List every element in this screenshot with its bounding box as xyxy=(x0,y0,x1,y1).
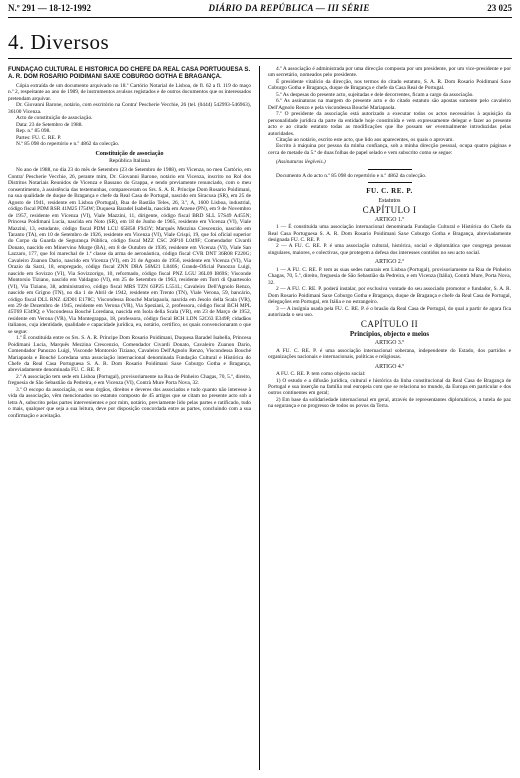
paragraph: Dr. Giovanni Barone, notário, com escritório na Contra' Pescherie Vecchie, 26 (tel. (0444) 542993-546963), 36100 Vicenza. xyxy=(8,102,251,115)
section-title: 4. Diversos xyxy=(8,30,110,54)
paragraph: 2 — A FU. C. RE. P. poderá instalar, por exclusiva vontade do seu associado promotor e fundador, S. A. R. Dom Rosario Poidimani Saxe Coburgo Gotha e Bragança, duque de Bragança e chefe da Real Casa de Portugal, delegações em Portugal, em Itália e no estrangeiro. xyxy=(268,286,511,306)
paragraph: 1 — É constituída uma associação internacional denominada Fundação Cultural e Histórica do Chefe da Real Casa Portuguesa S. A. R. Dom Rosario Poidimani Saxe Coburgo Gotha e Bragança, abreviadamente designada FU. C. RE. P. xyxy=(268,224,511,243)
paragraph: 6.º As assinaturas na margem do presente acto e do citado estatuto são apostas somente pelo cavaleiro Dell'Agnolo Renzo e pela viscondessa Bouché Mariapaola. xyxy=(268,98,511,111)
page-header xyxy=(8,3,512,17)
paragraph: 4.º A associação é administrada por uma direcção composta por um presidente, por um vice-presidente e por um secretário, nomeados pelo presidente. xyxy=(268,66,511,79)
article-heading: ARTIGO 2.º xyxy=(374,259,405,266)
paragraph: 1 — A FU. C. RE. P. tem as suas sedes naturais em Lisboa (Portugal), provisoriamente na Rua de Pinheiro Chagas, 70, 5.º, direito, freguesia de São Sebastião da Pedreira, e em Vicenza (Itália), Contrà Mure, Porta Nova, 32. xyxy=(268,266,511,286)
chapter-subtitle: Princípios, objecto e meios xyxy=(349,329,430,338)
paragraph: 3 — A insígnia usada pela FU. C. RE. P. é o brasão da Real Casa de Portugal, do qual a partir de agora fica autorizada o seu uso. xyxy=(268,305,511,318)
statutes-org-title: FU. C. RE. P. xyxy=(366,187,413,196)
paragraph: Escrito à máquina por pessoa da minha confiança, sob a minha direcção pessoal, ocupa quatro páginas e cerca de metade da 5.ª de duas folhas de papel selado e vem subscrito como se segue: xyxy=(268,143,511,156)
paragraph: No ano de 1988, no dia 23 do mês de Setembro (23 de Setembro de 1988), em Vicenza, no meu Cartório, em Contra' Pescherie Vecchie, 26, perante mim, Dr. Giovanni Barone, notário em Vicenza, inscrito no Rol dos Distritos Notariais Reunidos de Vicenza e Bassano do Grappa, e tendo previamente renunciado, com o meu consentimento, à assistência das testemunhas, compareceram os Srs. S. A. R. Príncipe Dom Rosario Poidimani, na sua qualidade de duque de Bragança e chefe da Real Casa de Portugal, nascido em Siracusa (SR), em 25 de Agosto de 1941, residente em Lisboa (Portugal), Rua de Bastião Teles, 26, 3.º, A, 1600 Lisboa, industrial, código fiscal PDM RSR 41M25 I754W; Duquesa Baradel Isabella, nascida em Arzene (PN), em 9 de Novembro de 1957, residente em Vicenza (VI), Viale Mazzini, 11, dirigente, código fiscal BRD SLL 57S49 A455N; Princesa Poidimani Lucia, nascida em Noto (SR), em 18 de Junho de 1965, residente em Vicenza (VI), Viale Mazzini, 13, estudante, código fiscal PDM LCU 65H58 F943Y; Marquês Mezzina Crescenzio, nascido em Taranto (TA), em 10 de Setembro de 1926, residente em Vicenza (VI), Viale Crispi, 19, que foi oficial superior do Corpo da Guarda de Segurança Pública, código fiscal MZZ CSC 26P10 L049F; Comendador Civardi Donato, nascido em Minervino Murge (BA), em 8 de Outubro de 1936, residente em Vicenza (VI), Viale San Lazzaro, 177, que foi marechal de 1.ª classe da arma de aeronáutica, código fiscal CVR DNT 36R08 F220G; Cavaleiro Zuanon Dario, nascido em Vicenza (VI), em 21 de Agosto de 1956, residente em Vicenza (VI), Via Orazio da Sarzi, 18, empregado, código fiscal ZNN DRA 56M21 L840S; Grande-Oficial Panozzo Luigi, nascido em Sovizzo (VI), Via Sovizzorigo, 10, reformado, código fiscal PNZ LGU 36L09 I869S; Visconde Montorsio Tiziano, nascido em Valdagno (VI), em 25 de Setembro de 1963, residente em Torri di Quartesolo (VI), Via Tiziano, 38, administrativo, código fiscal MRS TZN 63P25 L551L; Cavaleiro Dell'Agnolo Renzo, nascido em Grigno (TN), no dia 1 de Abril de 1942, residente em Trento (TN), Viale Verona, 59, bancário, código fiscal DLL RNZ 42D01 E178C; Viscondessa Bouché Mariapaola, nascida em Jesolo della Scala (VR), em 29 de Dezembro de 1945, residente em Verona (VR), Via Speziani, 2, professora, código fiscal BCH MPL 45T69 E349Q; e Viscondessa Bouché Loredana, nascida em Isola della Scala (VR), em 23 de Março de 1952, residente em Verona (VR), Via Montegrappa, 18, professora, código fiscal BCH LDN 52C63 E349P, cidadãos italianos, cuja identidade, qualidade e capacidade jurídica, eu, notário, certifico, os quais convencionaram o que se segue: xyxy=(8,167,251,335)
constitution-heading: Constituição de associação xyxy=(95,150,164,157)
paragraph: 2 — A FU. C. RE. P. é uma associação cultural, histórica, social e diplomática que congrega pessoas singulares, maiores, e colectivas, que protegem a defesa dos interesses contidos no seu acto social. xyxy=(268,243,511,256)
paragraph: Data: 23 de Setembro de 1988. xyxy=(16,121,83,128)
right-column xyxy=(268,66,511,770)
article-heading: ARTIGO 4.º xyxy=(374,363,405,370)
separator xyxy=(368,182,412,183)
header-issue-date: N.º 291 — 18-12-1992 xyxy=(8,3,91,13)
article-heading: ARTIGO 1.º xyxy=(374,216,405,223)
column-divider xyxy=(259,66,260,770)
paragraph: Rep. n.º 85 098. xyxy=(16,128,51,135)
statutes-heading: Estatutos xyxy=(378,197,401,204)
paragraph: 5.º As despesas do presente acto, sujeitadas e dele decorrentes, ficam a cargo da associação. xyxy=(276,91,474,98)
paragraph: A FU. C. RE. P. é uma associação internacional soberana, independente do Estado, dos partidos e organizações nacionais e internacionais, políticas e religiosas. xyxy=(268,347,511,361)
paragraph: 7.º O presidente da associação está autorizado a executar todos os actos necessários à aquisição da personalidade jurídica da parte da entidade hoje constituída e vem expressamente delegar e fazer ao presente acto e ao citado estatuto todas as modificações que lhe possam ser eventualmente introduzidas pelas autoridades. xyxy=(268,111,511,137)
header-page-number: 23 025 xyxy=(487,3,512,13)
paragraph: Documento A do acto n.º 85 098 do repertório e n.º 4862 da colecção. xyxy=(276,172,427,179)
paragraph: Cópia extraída de um documento arquivado no 18.º Cartório Notarial de Lisboa, de fl. 62 a fl. 119 do maço n.º 2, respeitante ao ano de 1989, de instrumentos avulsos registados e de outros documentos que os interessados pretendam arquivar. xyxy=(8,83,251,102)
paragraph: 1) O estudo e a difusão jurídica, cultural e histórica da linha constitucional da Real Casa de Bragança de Portugal e sua inserção na família real europeia com que se relaciona no mundo, da Europa em particular e dos outros continentes em geral; xyxy=(268,377,511,397)
header-rule xyxy=(8,17,512,18)
article-heading: ARTIGO 3.º xyxy=(374,340,405,347)
section-rule xyxy=(8,58,512,59)
paragraph: 3.º O escopo da associação, os seus órgãos, direitos e deveres dos associados e tudo quanto não interesse à vida da associação, vêm mencionados no estatuto composto de 45 artigos que se citam no presente acto sob a letra A, subscrito pelas partes intervenientes e por mim, notário, previamente lido pelas partes e ratificado, tudo o mais, qualquer que seja a sua leitura, deve por disposição concordada entre as partes, concluindo com a sua confirmação e aceitação. xyxy=(8,386,251,419)
left-column xyxy=(8,66,251,770)
signatures-note: (Assinaturas ilegíveis.) xyxy=(276,159,326,166)
paragraph: N.º 85 098 do repertório e n.º 4862 da colecção. xyxy=(16,141,120,148)
separator xyxy=(368,169,412,170)
paragraph: 2) Em base da solidariedade internacional em geral, através de representantes diplomáticos, a tutela de paz na segurança e no progresso de todos os povos da Terra. xyxy=(268,396,511,410)
paragraph: 2.º A associação tem sede em Lisboa (Portugal), provisoriamente na Rua de Pinheiro Chagas, 70, 5.º, direito, freguesia de São Sebastião da Pedreira, e em Vicenza (VI), Contrà Mure Porta Nova, 32. xyxy=(8,373,251,387)
paragraph: A FU. C. RE. P. tem como objecto social: xyxy=(276,371,366,378)
paragraph: 1.º É constituída entre os Srs. S. A. R. Príncipe Dom Rosario Poidimani, Duquesa Baradel Isabella, Princesa Poidimani Lucia, Marquês Mezzina Crescenzio, Comendador Civardi Donato, Cavaleiro Zuanon Dario, Comendador Panozzo Luigi, Visconde Montorsio Tiziano, Cavaleiro Dell'Agnolo Renzo, Viscondessa Bouché Mariapaola e Bouché Loredana uma associação internacional denominada Fundação Cultural e Histórica do Chefe da Real Casa Portuguesa S. A. R. Dom Rosario Poidimani Saxe Coburgo Gotha e Bragança, abreviadamente denominada FU. C. RE. P. xyxy=(8,335,251,374)
republic-subheading: República Italiana xyxy=(109,157,150,164)
foundation-title: FUNDAÇÃO CULTURAL E HISTÓRICA DO CHEFE DA REAL CASA PORTUGUESA S. A. R. DOM ROSARIO POIDIMANI SAXE COBURGO GOTHA E BRAGANÇA. xyxy=(8,66,251,80)
chapter-heading: CAPÍTULO II xyxy=(360,319,419,330)
paragraph: Partes: FU. C. RE. P. xyxy=(16,134,62,141)
chapter-heading: CAPÍTULO I xyxy=(362,205,417,216)
header-journal-title: DIÁRIO DA REPÚBLICA — III SÉRIE xyxy=(208,3,370,13)
paragraph: Citação ao notário, escrito este acto, que lido aos aparecentes, os quais o aprovam. xyxy=(276,136,454,143)
paragraph: É presidente vitalício da direcção, nos termos do citado estatuto, S. A. R. Dom Rosario Poidimani Saxe Coburgo Gotha e Bragança, duque de Bragança e chefe da Casa Real de Portugal. xyxy=(268,78,511,92)
paragraph: Acto de constituição de associação. xyxy=(16,115,93,122)
